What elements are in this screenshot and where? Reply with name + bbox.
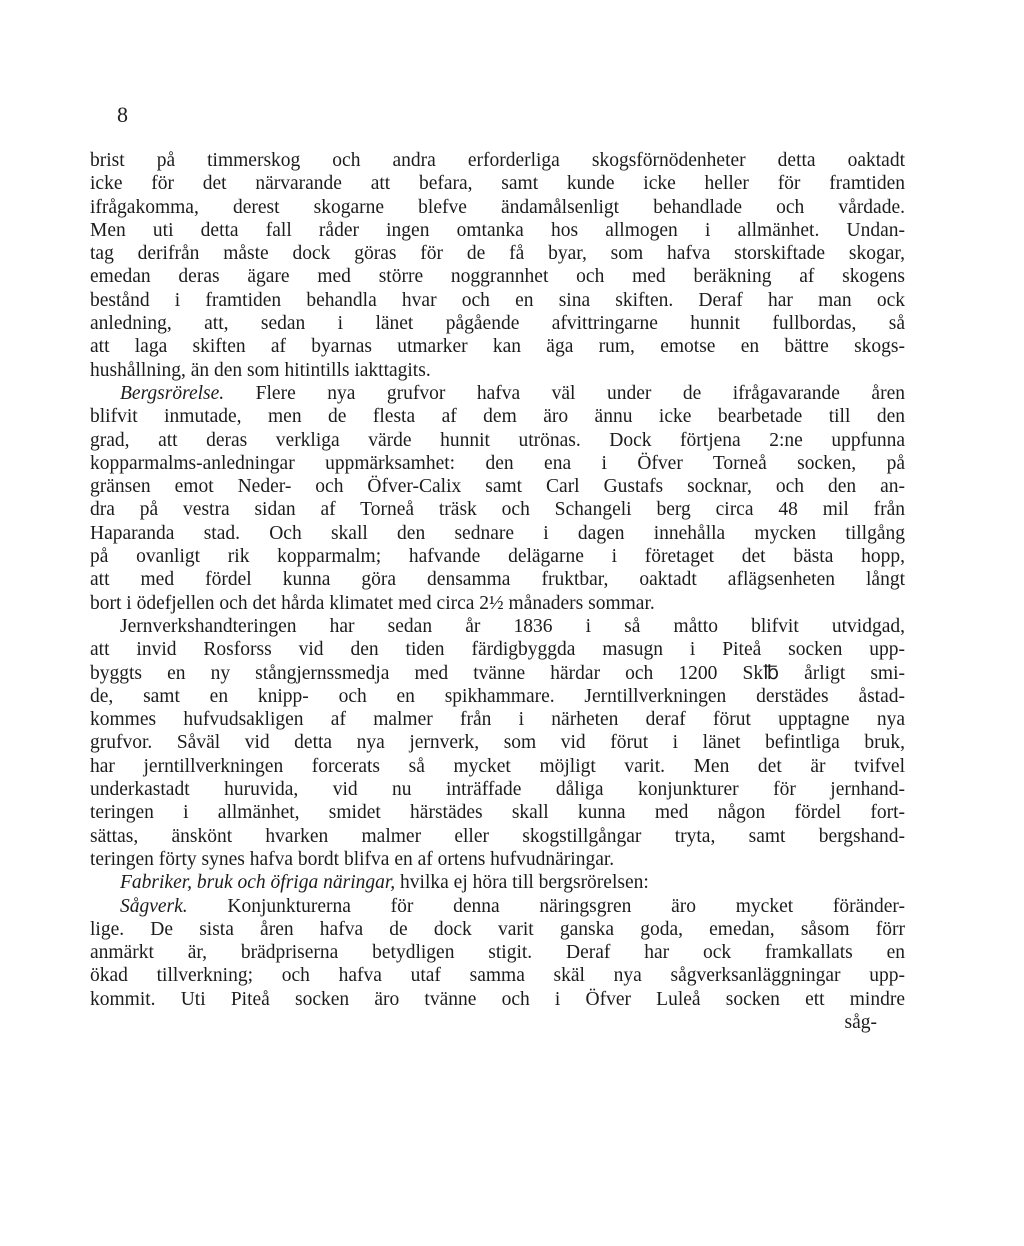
page-number: 8: [117, 102, 128, 127]
text-line: emedan deras ägare med större noggrannhet och med beräkning af skogens: [90, 266, 905, 288]
text-line: Jernverkshandteringen har sedan år 1836 i så måtto blifvit utvidgad,: [120, 615, 905, 637]
paragraph-bergsrorelse: [90, 382, 905, 405]
text-line: Haparanda stad. Och skall den sednare i dagen innehålla mycken tillgång: [90, 522, 905, 544]
text-line: grad, att deras verkliga värde hunnit utrönas. Dock förtjena 2:ne uppfunna: [90, 429, 905, 451]
text-line: byggts en ny stångjernssmedja med tvänne härdar och 1200 Sk℔ årligt smi-: [90, 662, 905, 684]
text-line: lige. De sista åren hafva de dock varit ganska goda, emedan, såsom förr: [90, 918, 905, 940]
text-line: Konjunkturerna för denna näringsgren äro mycket föränder-: [227, 895, 906, 917]
text-line: dra på vestra sidan af Torneå träsk och Schangeli berg circa 48 mil från: [90, 499, 905, 521]
text-line: kommit. Uti Piteå socken äro tvänne och i Öfver Luleå socken ett mindre: [90, 988, 905, 1010]
text-line: anmärkt är, brädpriserna betydligen stigit. Deraf har ock framkallats en: [90, 942, 905, 964]
paragraph-sagverk: [90, 895, 905, 918]
text-line: underkastadt huruvida, vid nu inträffade dåliga konjunkturer för jernhand-: [90, 779, 905, 801]
text-line: kopparmalms-anledningar uppmärksamhet: den ena i Öfver Torneå socken, på: [90, 452, 905, 474]
body-text: [90, 149, 905, 1034]
text-line: bestånd i framtiden behandla hvar och en sina skiften. Deraf har man ock: [90, 289, 905, 311]
text-line: sättas, änskönt hvarken malmer eller skogstillgångar tryta, samt bergshand-: [90, 825, 905, 847]
text-line: grufvor. Såväl vid detta nya jernverk, som vid förut i länet befintliga bruk,: [90, 732, 905, 754]
section-heading-sagverk: Sågverk.: [120, 895, 188, 917]
text-line: teringen förty synes hafva bordt blifva en af ortens hufvudnäringar.: [90, 848, 615, 870]
text-line: de, samt en knipp- och en spikhammare. Jerntillverkningen derstädes åstad-: [90, 685, 905, 707]
text-line: att med fördel kunna göra densamma fruktbar, oaktadt aflägsenheten långt: [90, 569, 905, 591]
text-line: kommes hufvudsakligen af malmer från i närheten deraf förut upptagne nya: [90, 709, 905, 731]
text-line: brist på timmerskog och andra erforderliga skogsförnödenheter detta oaktadt: [90, 150, 905, 171]
text-line: teringen i allmänhet, smidet härstädes skall kunna med någon fördel fort-: [90, 802, 905, 824]
paragraph-fabriker: [90, 871, 905, 894]
text-line: tag derifrån måste dock göras för de få byar, som hafva storskiftade skogar,: [90, 243, 905, 265]
text-line: ifrågakomma, derest skogarne blefve ändamålsenligt behandlade och vårdade.: [90, 196, 905, 218]
text-line: bort i ödefjellen och det hårda klimatet med circa 2½ månaders sommar.: [90, 592, 655, 614]
text-line: hushållning, än den som hitintills iakttagits.: [90, 359, 431, 381]
text-line: icke för det närvarande att befara, samt kunde icke heller för framtiden: [90, 173, 905, 195]
section-heading-bergsrorelse: Bergsrörelse.: [120, 382, 225, 404]
text-line: anledning, att, sedan i länet pågående afvittringarne hunnit fullbordas, så: [90, 313, 905, 335]
text-line: Flere nya grufvor hafva väl under de ifrågavarande åren: [255, 382, 905, 404]
text-line: Men uti detta fall råder ingen omtanka hos allmogen i allmänhet. Undan-: [90, 219, 905, 241]
text-line: på ovanligt rik kopparmalm; hafvande delägarne i företaget det bästa hopp,: [90, 546, 905, 568]
text-line: hvilka ej höra till bergsrörelsen:: [400, 872, 649, 894]
text-line: att laga skiften af byarnas utmarker kan äga rum, emotse en bättre skogs-: [90, 336, 905, 358]
text-line: att invid Rosforss vid den tiden färdigbyggda masugn i Piteå socken upp-: [90, 639, 905, 661]
section-heading-fabriker: Fabriker, bruk och öfriga näringar,: [120, 872, 396, 894]
text-line: har jerntillverkningen forcerats så mycket möjligt varit. Men det är tvifvel: [90, 755, 905, 777]
catchword: såg-: [844, 1011, 877, 1033]
text-line: gränsen emot Neder- och Öfver-Calix samt Carl Gustafs socknar, och den an-: [90, 476, 905, 498]
text-line: blifvit inmutade, men de flesta af dem äro ännu icke bearbetade till den: [90, 406, 905, 428]
text-line: ökad tillverkning; och hafva utaf samma skäl nya sågverksanläggningar upp-: [90, 965, 905, 987]
